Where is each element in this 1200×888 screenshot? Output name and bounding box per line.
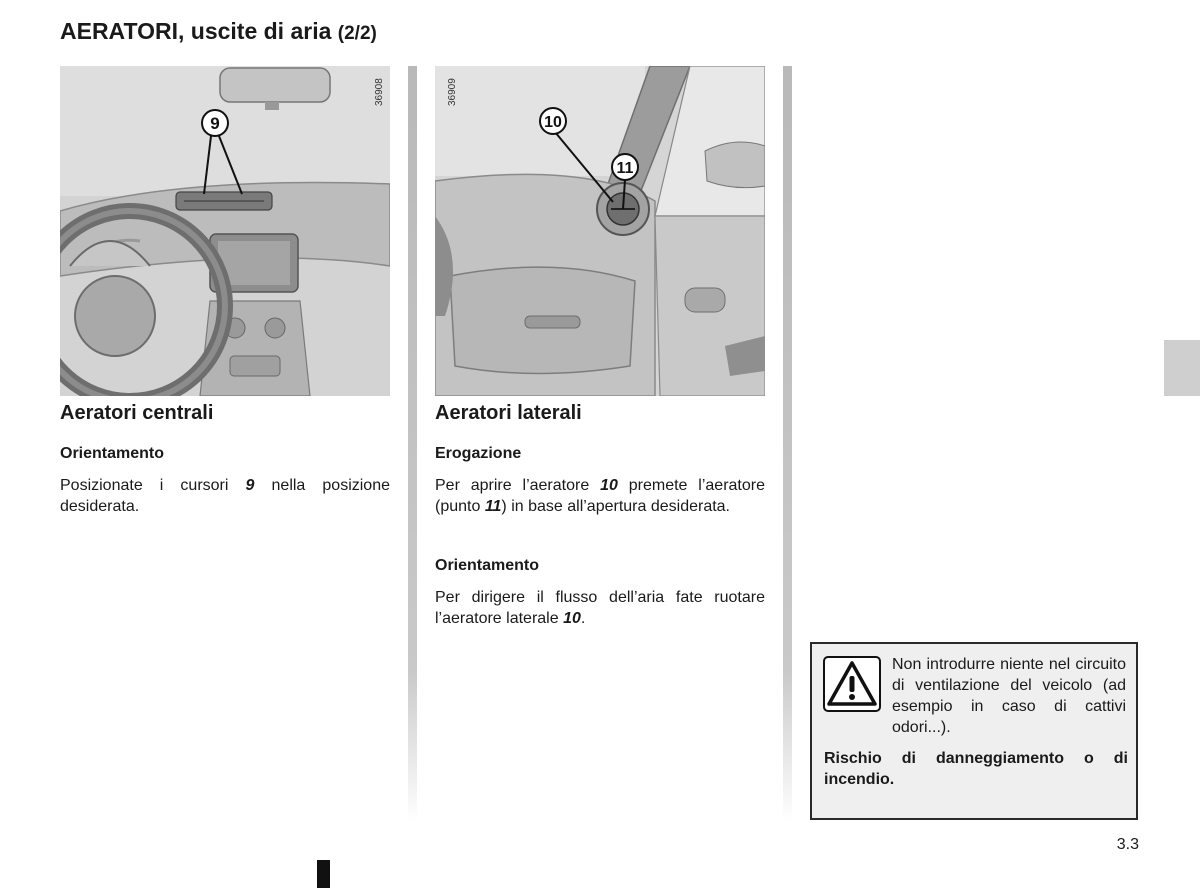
erogazione-text-3: ) in base all’apertura desiderata. (501, 498, 730, 515)
side-vent-illustration (435, 66, 765, 396)
warning-box (810, 642, 1138, 820)
warning-triangle-icon (823, 656, 881, 712)
page-title-text: AERATORI, uscite di aria (60, 18, 332, 44)
crop-mark (317, 860, 330, 888)
dashboard-illustration (60, 66, 390, 396)
figure-id-label-2: 36909 (447, 78, 458, 106)
heading-aeratori-centrali: Aeratori centrali (60, 402, 214, 424)
warning-risk-text: Rischio di danneggiamento o di incendio. (824, 750, 1128, 788)
chapter-thumb-tab (1164, 340, 1200, 396)
page-title-part: (2/2) (337, 23, 377, 44)
subheading-erogazione: Erogazione (435, 445, 522, 462)
erogazione-ref-11: 11 (484, 498, 502, 515)
orientamento-ref-10: 10 (563, 610, 581, 627)
paragraph-erogazione (435, 475, 765, 517)
warning-text: Non introdurre niente nel circuito di ventilazione del veicolo (ad esempio in caso di cattivi odori...). (892, 656, 1126, 736)
heading-aeratori-laterali: Aeratori laterali (435, 402, 582, 424)
ref-9: 9 (245, 477, 255, 494)
text-before-ref: Posizionate i cursori (60, 477, 246, 494)
paragraph-orientamento-left (60, 475, 390, 517)
erogazione-text-2: premete l’aeratore (punto (435, 477, 766, 515)
orientamento-text-2: . (580, 610, 586, 627)
subheading-orientamento-middle: Orientamento (435, 557, 540, 574)
erogazione-text-1: Per aprire l’aeratore (435, 477, 601, 494)
figure-id-label: 36908 (374, 78, 385, 106)
column-divider-right (783, 66, 792, 822)
paragraph-orientamento-middle (435, 587, 765, 629)
orientamento-text-1: Per dirigere il flusso dell’aria fate ruotare l’aeratore laterale (435, 589, 765, 627)
callout-10-label: 10 (544, 114, 562, 131)
column-divider-left (408, 66, 417, 822)
page-title (60, 18, 377, 45)
text-after-ref: nella posizione desiderata. (60, 477, 391, 515)
page-number: 3.3 (1116, 836, 1139, 853)
callout-11-label: 11 (616, 160, 634, 177)
subheading-orientamento-left: Orientamento (60, 445, 165, 462)
callout-9-label: 9 (210, 114, 220, 133)
figure-side-vents (435, 66, 765, 396)
erogazione-ref-10: 10 (600, 477, 618, 494)
figure-central-vents (60, 66, 390, 396)
